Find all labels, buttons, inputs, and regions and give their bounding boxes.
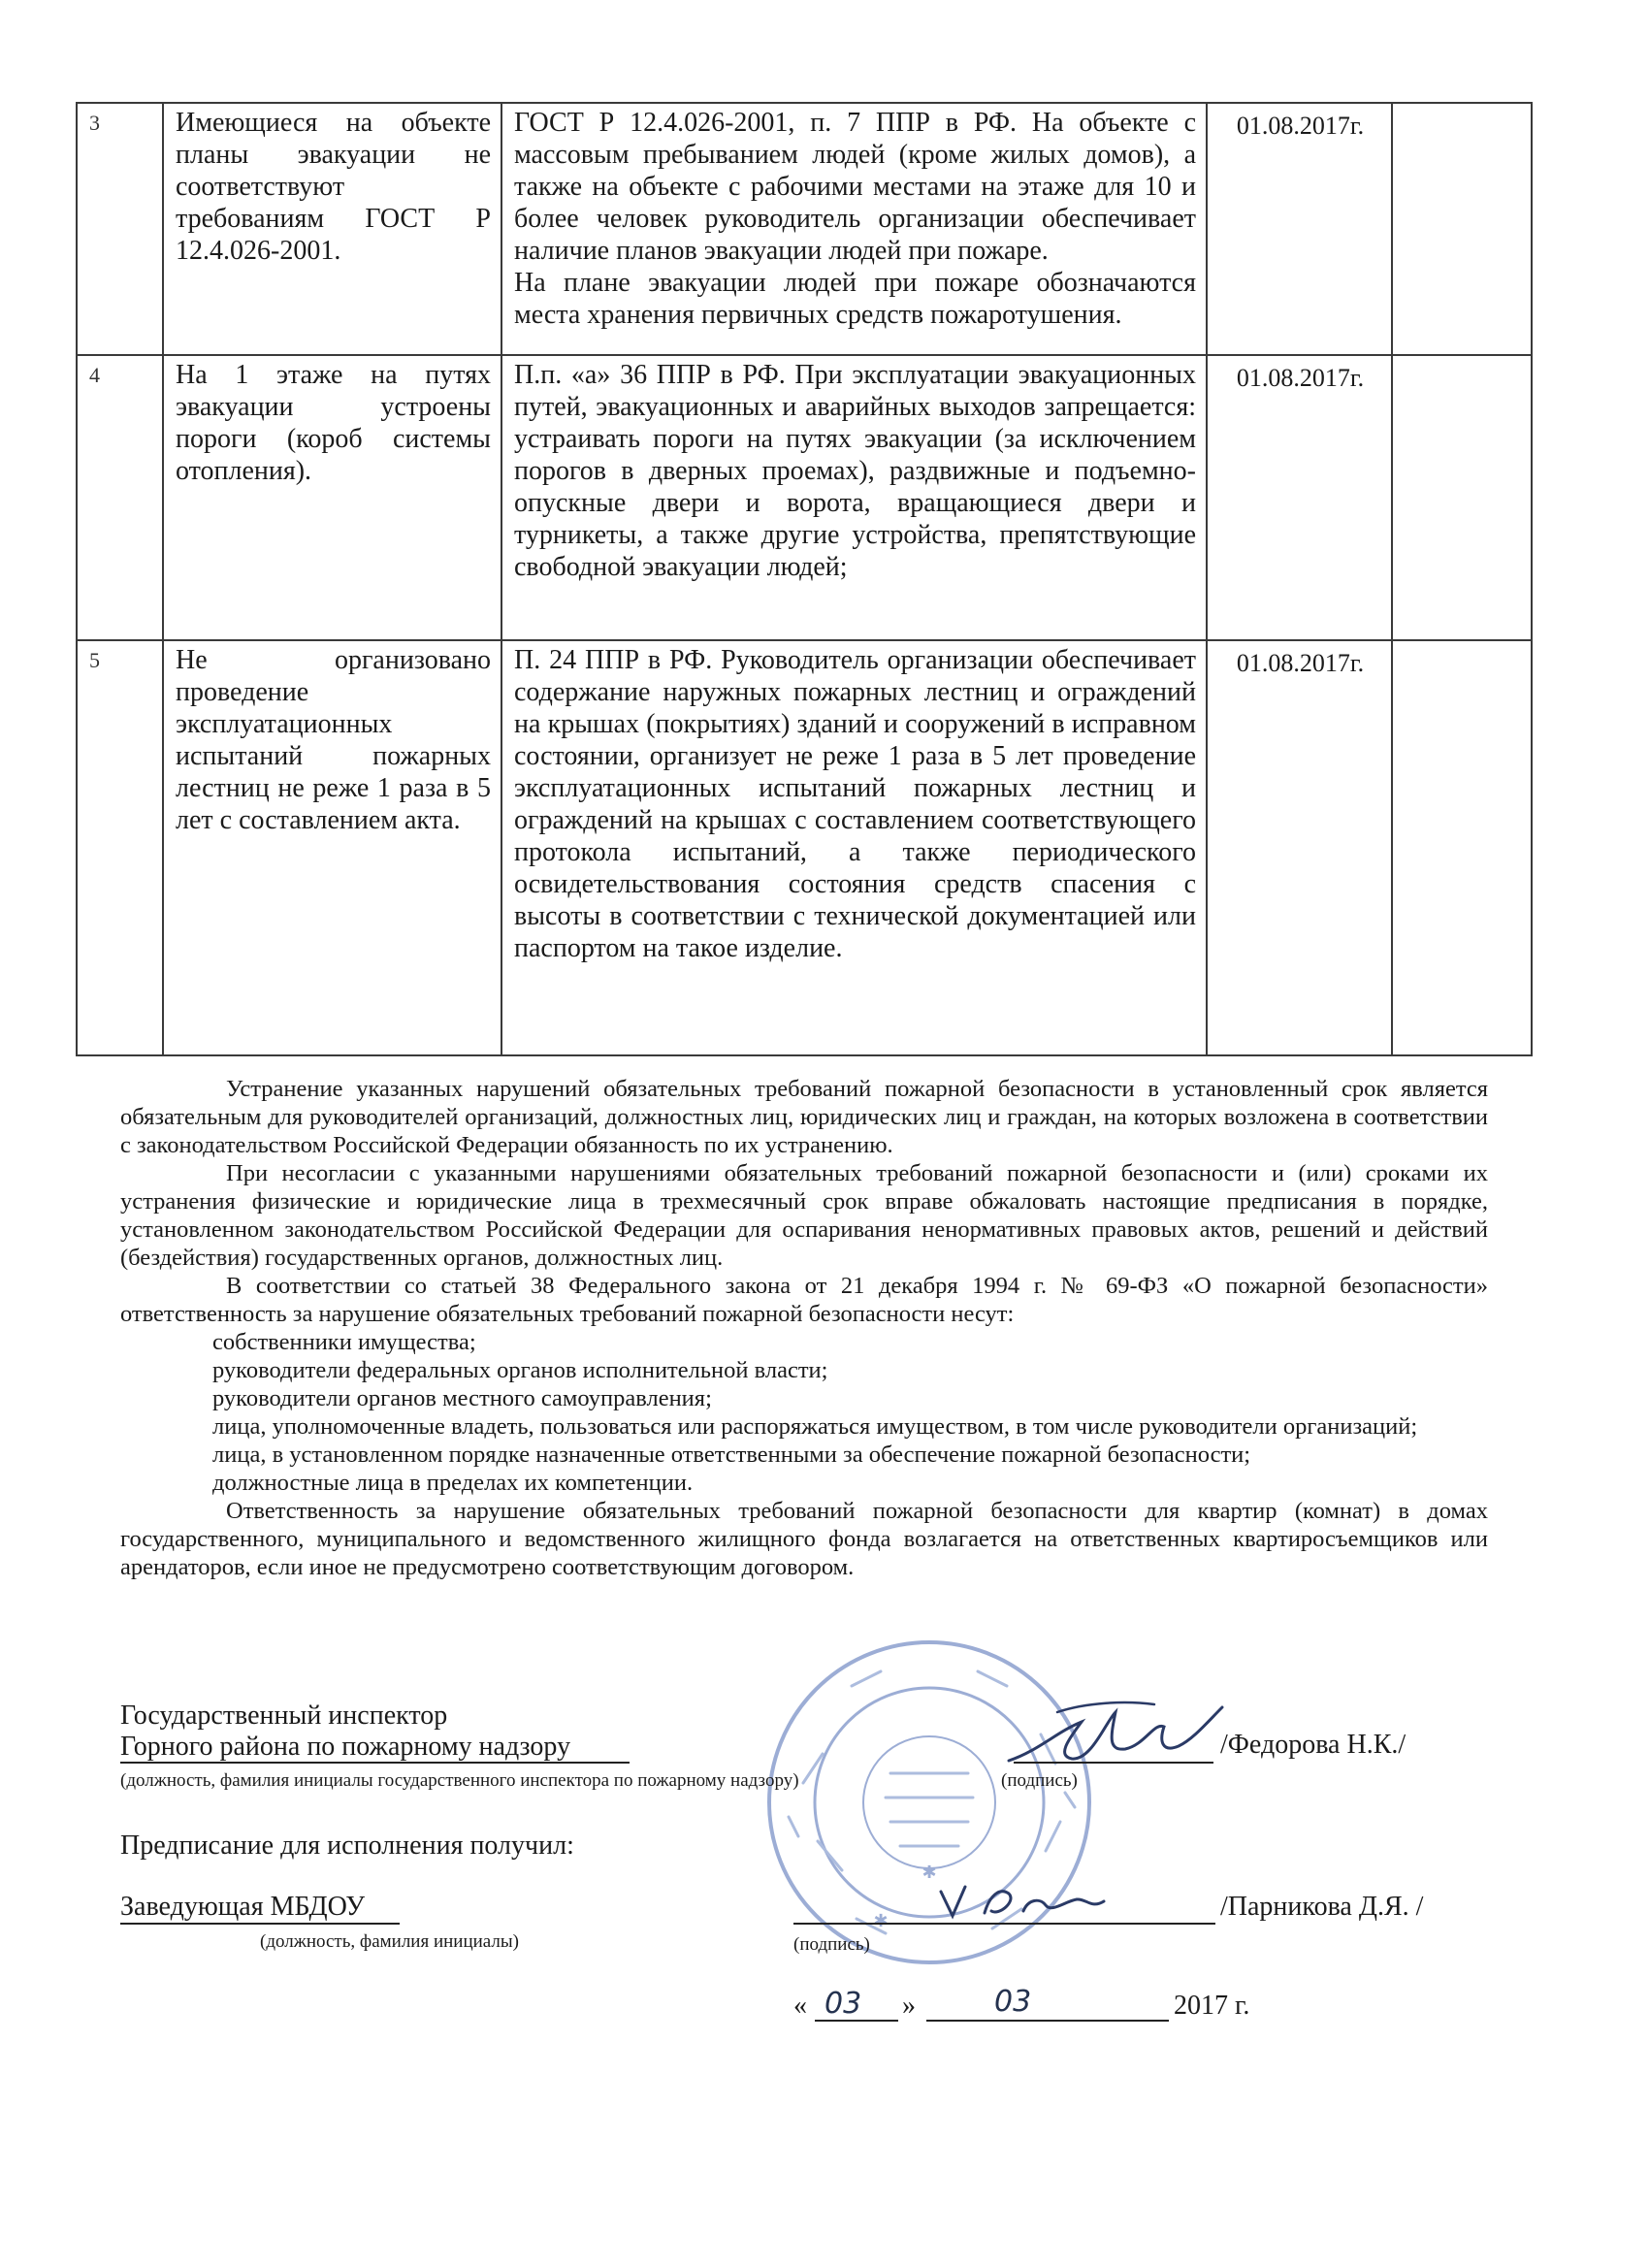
violation-description: Имеющиеся на объекте планы эвакуации не соответствуют требованиям ГОСТ Р 12.4.026-2001. <box>163 103 501 355</box>
list-item: собственники имущества; <box>212 1329 476 1355</box>
norm-reference <box>501 103 1207 355</box>
svg-text:✱: ✱ <box>922 1863 937 1883</box>
norm-text: ГОСТ Р 12.4.026-2001, п. 7 ППР в РФ. На объекте с массовым пребыванием людей (кроме жилых домов), а также на объекте с рабочими местами на этаже для 10 и более человек руководитель организации обеспечивает наличие планов эвакуации людей при пожаре. <box>514 108 1196 266</box>
inspector-title-underline <box>120 1762 630 1764</box>
list-item: лица, уполномоченные владеть, пользоваться или распоряжаться имуществом, в том числе руководители организаций; <box>212 1413 1418 1440</box>
legal-text <box>120 1075 1488 1581</box>
date-open-quote: « <box>793 1991 807 2021</box>
deadline-date: 01.08.2017г. <box>1207 103 1392 355</box>
norm-reference <box>501 355 1207 640</box>
received-position: Заведующая МБДОУ <box>120 1892 366 1922</box>
inspector-signature-caption: (подпись) <box>1001 1770 1078 1791</box>
date-month: 03 <box>994 1985 1032 2019</box>
deadline-date: 01.08.2017г. <box>1207 640 1392 1055</box>
received-name: /Парникова Д.Я. / <box>1220 1892 1424 1922</box>
list-item: руководители органов местного самоуправления; <box>212 1385 712 1411</box>
table-row <box>77 355 1532 640</box>
date-day: 03 <box>824 1987 862 2021</box>
row-number: 5 <box>77 640 163 1055</box>
date-month-line <box>926 2020 1169 2022</box>
violation-description: На 1 этаже на путях эвакуации устроены пороги (короб системы отопления). <box>163 355 501 640</box>
received-position-underline <box>120 1923 400 1925</box>
row-number: 4 <box>77 355 163 640</box>
list-item: руководители федеральных органов исполнительной власти; <box>212 1357 828 1383</box>
completion-mark <box>1392 355 1532 640</box>
inspector-signature <box>999 1683 1232 1785</box>
svg-text:✱: ✱ <box>873 1911 889 1931</box>
inspector-name: /Федорова Н.К./ <box>1220 1730 1406 1760</box>
deadline-date: 01.08.2017г. <box>1207 355 1392 640</box>
table-row <box>77 103 1532 355</box>
inspector-title-line1: Государственный инспектор <box>120 1701 448 1731</box>
violations-table <box>76 102 1533 1056</box>
completion-mark <box>1392 103 1532 355</box>
received-signature-caption: (подпись) <box>793 1934 870 1955</box>
paragraph-tenants: Ответственность за нарушение обязательных требований пожарной безопасности для квартир (комнат) в домах государственного, муниципального и ведомственного жилищного фонда возлагается на ответственных квартиросъемщиков или арендаторов, если иное не предусмотрено соответствующим договором. <box>120 1498 1488 1580</box>
received-position-caption: (должность, фамилия инициалы) <box>260 1931 519 1952</box>
date-year: 2017 г. <box>1174 1991 1250 2021</box>
list-item: должностные лица в пределах их компетенции. <box>212 1470 694 1496</box>
table-row <box>77 640 1532 1055</box>
paragraph-responsibility: В соответствии со статьей 38 Федерального закона от 21 декабря 1994 г. № 69-ФЗ «О пожарной безопасности» ответственность за нарушение обязательных требований пожарной безопасности несут: <box>120 1273 1488 1327</box>
violation-description: Не организовано проведение эксплуатационных испытаний пожарных лестниц не реже 1 раза в 5 лет с составлением акта. <box>163 640 501 1055</box>
norm-text: П. 24 ППР в РФ. Руководитель организации обеспечивает содержание наружных пожарных лестниц и ограждений на крышах (покрытиях) зданий и сооружений в исправном состоянии, организует не реже 1 раза в 5 лет проведение эксплуатационных испытаний пожарных лестниц и ограждений на крышах с составлением соответствующего протокола испытаний, а также периодического освидетельствования состояния средств спасения с высоты в соответствии с технической документацией или паспортом на такое изделие. <box>514 645 1196 963</box>
inspector-title-line2: Горного района по пожарному надзору <box>120 1732 571 1762</box>
norm-text: П.п. «а» 36 ППР в РФ. При эксплуатации эвакуационных путей, эвакуационных и аварийных выходов запрещается: устраивать пороги на путях эвакуации (за исключением порогов в дверных проемах), раздвижные и подъемно-опускные двери и ворота, вращающиеся двери и турникеты, а также другие устройства, препятствующие свободной эвакуации людей; <box>514 360 1196 582</box>
completion-mark <box>1392 640 1532 1055</box>
received-label: Предписание для исполнения получил: <box>120 1831 574 1861</box>
norm-text-extra: На плане эвакуации людей при пожаре обозначаются места хранения первичных средств пожаротушения. <box>514 268 1196 330</box>
list-item: лица, в установленном порядке назначенные ответственными за обеспечение пожарной безопасности; <box>212 1442 1251 1468</box>
date-close-quote: » <box>902 1991 916 2021</box>
norm-reference <box>501 640 1207 1055</box>
row-number: 3 <box>77 103 163 355</box>
paragraph-obligation: Устранение указанных нарушений обязательных требований пожарной безопасности в установленный срок является обязательным для руководителей организаций, должностных лиц, юридических лиц и граждан, на которых возложена в соответствии с законодательством Российской Федерации обязанность по их устранению. <box>120 1076 1488 1158</box>
paragraph-appeal: При несогласии с указанными нарушениями обязательных требований пожарной безопасности и (или) сроками их устранения физические и юридические лица в трехмесячный срок вправе обжаловать настоящие предписания в порядке, установленном законодательством Российской Федерации для оспаривания ненормативных правовых актов, решений и действий (бездействия) государственных органов, должностных лиц. <box>120 1160 1488 1271</box>
recipient-signature <box>931 1872 1125 1930</box>
inspector-caption: (должность, фамилия инициалы государственного инспектора по пожарному надзору) <box>120 1770 799 1791</box>
